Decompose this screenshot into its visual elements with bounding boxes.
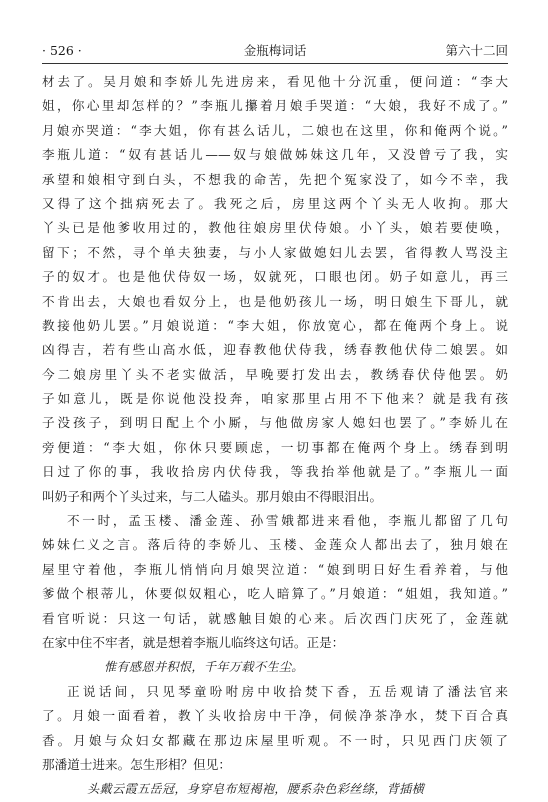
text-line: 李瓶儿道：“奴有甚话儿——奴与娘做姊妹这几年，又没曾亏了我，实 xyxy=(42,147,508,163)
paragraph xyxy=(42,509,508,655)
text-line: 姊妹仁义之言。落后待的李娇儿、玉楼、金莲众人都出去了，独月娘在 xyxy=(42,537,508,553)
book-title: 金瓶梅词话 xyxy=(243,43,307,58)
text-line: 叫奶子和两个丫头过来，与二人磕头。那月娘由不得眼泪出。 xyxy=(42,488,383,504)
text-line: 了。月娘一面看着，教丫头收拾房中干净，伺候净茶净水，焚下百合真 xyxy=(42,708,508,724)
text-line: 姐，你心里却怎样的？”李瓶儿攥着月娘手哭道：“大娘，我好不成了。” xyxy=(42,98,508,114)
text-line: 子的奴才。也是他伏侍奴一场，奴就死，口眼也闭。奶子如意儿，再三 xyxy=(42,269,508,285)
page-number: · 526 · xyxy=(42,43,82,58)
text-line: 承望和娘相守到白头，不想我的命苦，先把个冤家没了，如今不幸，我 xyxy=(42,171,508,187)
text-line: 爹做个根蒂儿，休要似奴粗心，吃人暗算了。”月娘道：“姐姐，我知道。” xyxy=(42,586,508,602)
text-line: 凶得吉，若有些山高水低，迎春教他伏侍我，绣春教他伏侍二娘罢。如 xyxy=(42,342,508,358)
header-rule xyxy=(42,63,508,64)
text-line: 子如意儿，既是你说他没投奔，咱家那里占用不下他来？就是我有孩 xyxy=(42,391,508,407)
text-line: 旁便道：“李大姐，你休只要顾虑，一切事都在俺两个身上。绣春到明 xyxy=(42,439,508,455)
text-line: 正说话间，只见琴童吩咐房中收拾焚下香，五岳观请了潘法官来 xyxy=(67,683,508,699)
verse-line: 惟有感恩并积恨，千年万载不生尘。 xyxy=(104,660,304,675)
text-line: 不一时，孟玉楼、潘金莲、孙雪娥都进来看他，李瓶儿都留了几句 xyxy=(67,513,508,529)
text-line: 屋里守着他，李瓶儿悄悄向月娘哭泣道：“娘到明日好生看养着，与他 xyxy=(42,561,508,577)
text-line: 教接他奶儿罢。”月娘说道：“李大姐，你放宽心，都在俺两个身上。说 xyxy=(42,317,508,333)
chapter-title: 第六十二回 xyxy=(445,43,508,58)
running-header xyxy=(42,41,508,61)
paragraph xyxy=(42,680,508,778)
text-line: 日过了你的事，我收拾房内伏侍我，等我抬举他就是了。”李瓶儿一面 xyxy=(42,464,508,480)
paragraph xyxy=(42,70,508,509)
body-text xyxy=(42,70,508,802)
text-line: 又得了这个拙病死去了。我死之后，房里这两个丫头无人收拘。那大 xyxy=(42,195,508,211)
text-line: 材去了。吴月娘和李娇儿先进房来，看见他十分沉重，便问道：“李大 xyxy=(42,74,508,89)
text-line: 月娘亦哭道：“李大姐，你有甚么话儿，二娘也在这里，你和俺两个说。” xyxy=(42,122,508,138)
text-line: 子没孩子，到明日配上个小厮，与他做房家人媳妇也罢了。”李娇儿在 xyxy=(42,415,508,431)
verse-line: 头戴云霞五岳冠，身穿皂布短褐袍，腰系杂色彩丝绦，背插横 xyxy=(87,782,425,797)
text-line: 今二娘房里丫头不老实做活，早晚要打发出去，教绣春伏侍他罢。奶 xyxy=(42,366,508,382)
text-line: 在家中住不牢者，就是想着李瓶儿临终这句话。正是： xyxy=(42,634,345,650)
text-line: 丫头已是他爹收用过的，教他往娘房里伏侍娘。小丫头，娘若要使唤， xyxy=(42,220,508,236)
text-line: 留下；不然，寻个单夫独妻，与小人家做媳妇儿去罢，省得教人骂没主 xyxy=(42,244,508,260)
text-line: 那潘道士进来。怎生形相？但见： xyxy=(42,756,231,772)
text-line: 不肯出去，大娘也看奴分上，也是他奶孩儿一场，明日娘生下哥儿，就 xyxy=(42,293,508,309)
text-line: 香。月娘与众妇女都藏在那边床屋里听观。不一时，只见西门庆领了 xyxy=(42,732,508,748)
text-line: 看官听说：只这一句话，就感触目娘的心来。后次西门庆死了，金莲就 xyxy=(42,610,508,626)
